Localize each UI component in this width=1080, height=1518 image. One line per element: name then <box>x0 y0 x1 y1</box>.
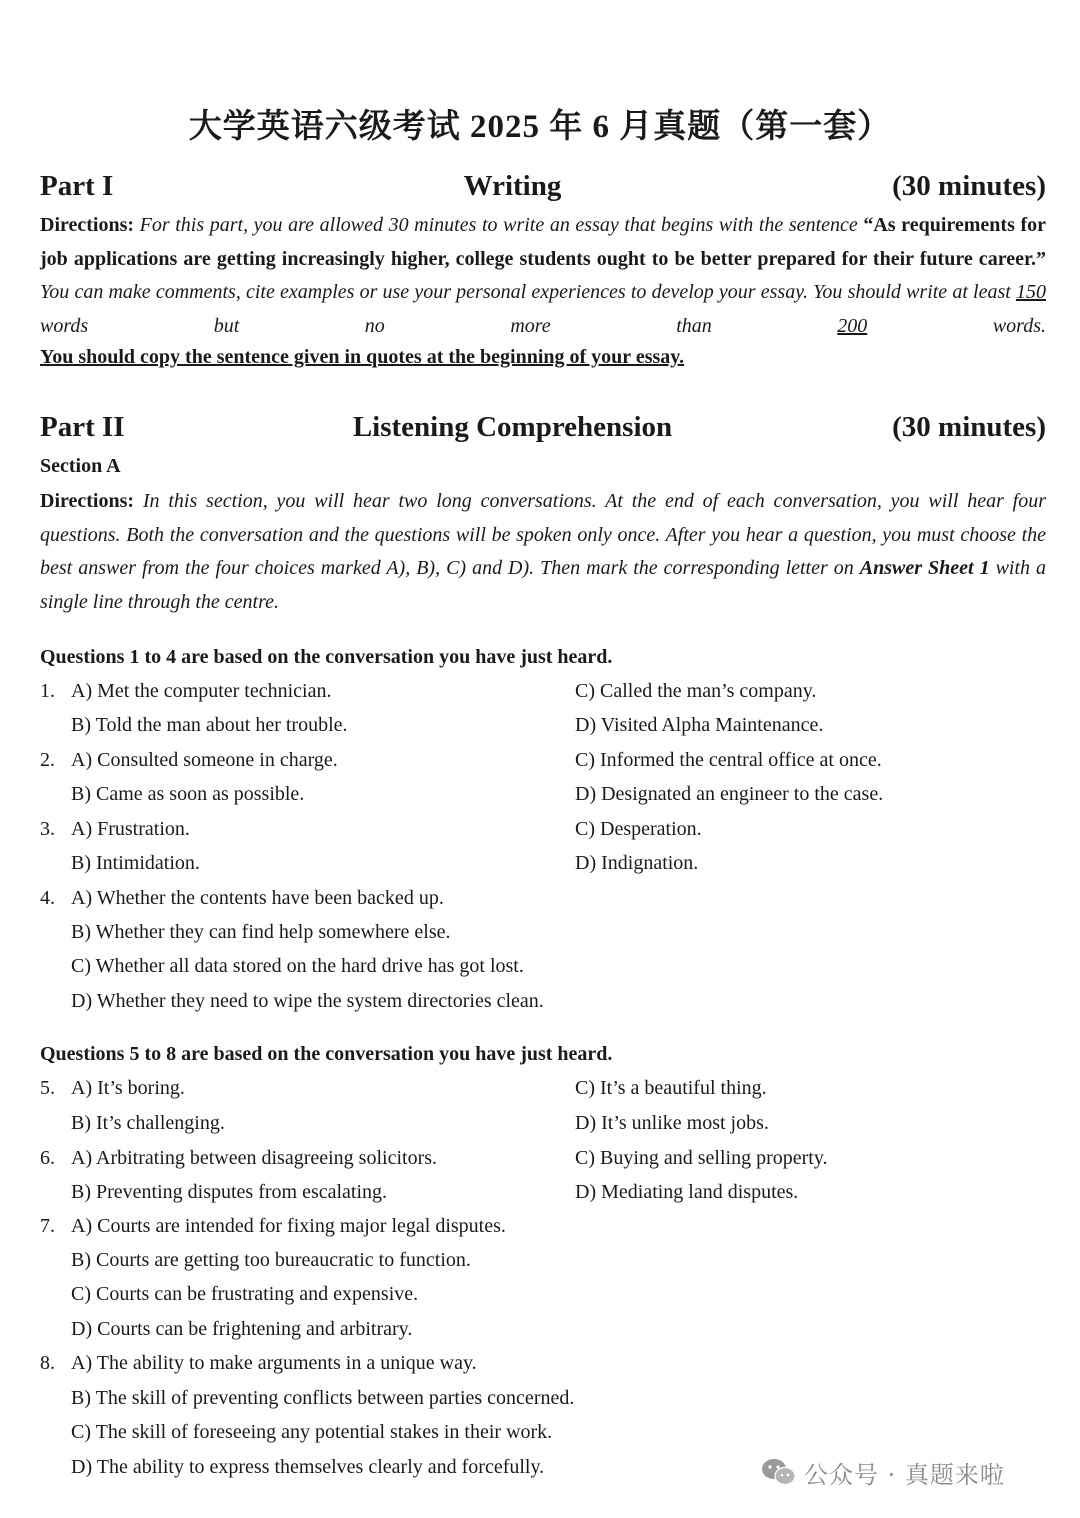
part2-name: Listening Comprehension <box>352 411 673 443</box>
part1-directions <box>40 209 1046 343</box>
part2-directions-label: Directions: <box>40 490 135 512</box>
part1-max-words: 200 <box>837 314 868 337</box>
q2-option-b: B) Came as soon as possible. <box>71 783 305 805</box>
section-a-heading: Section A <box>40 455 121 477</box>
q3-option-d: D) Indignation. <box>575 852 699 874</box>
part1-directions-text1: For this part, you are allowed 30 minutes to write an essay that begins with the sentence <box>139 214 858 236</box>
answer-sheet-ref: Answer Sheet 1 <box>859 557 990 579</box>
group1-heading: Questions 1 to 4 are based on the conversation you have just heard. <box>40 646 613 668</box>
q4-option-b: B) Whether they can find help somewhere else. <box>71 921 451 943</box>
q5-option-a: A) It’s boring. <box>71 1077 185 1099</box>
group2-heading: Questions 5 to 8 are based on the conversation you have just heard. <box>40 1043 613 1065</box>
q5-option-d: D) It’s unlike most jobs. <box>575 1112 769 1134</box>
q3-option-b: B) Intimidation. <box>71 852 200 874</box>
exam-title: 大学英语六级考试 2025 年 6 月真题（第一套） <box>188 109 892 145</box>
q2-option-a: A) Consulted someone in charge. <box>71 749 338 771</box>
q4-number: 4. <box>40 887 55 909</box>
part1-header <box>40 170 1046 210</box>
q1-option-a: A) Met the computer technician. <box>71 680 332 702</box>
q1-option-b: B) Told the man about her trouble. <box>71 714 348 736</box>
q7-option-d: D) Courts can be frightening and arbitrary. <box>71 1318 413 1340</box>
watermark <box>760 1455 1005 1489</box>
q4-option-d: D) Whether they need to wipe the system directories clean. <box>71 990 544 1012</box>
q4-option-c: C) Whether all data stored on the hard drive has got lost. <box>71 955 524 977</box>
q3-option-a: A) Frustration. <box>71 818 190 840</box>
part2-label: Part II <box>40 411 125 443</box>
q6-option-d: D) Mediating land disputes. <box>575 1181 799 1203</box>
q7-option-b: B) Courts are getting too bureaucratic to function. <box>71 1249 471 1271</box>
part1-middle: words but no more than <box>40 314 712 337</box>
q7-option-a: A) Courts are intended for fixing major legal disputes. <box>71 1215 506 1237</box>
part1-name: Writing <box>463 170 562 202</box>
part2-directions-text1: In this section, you will hear two long conversations. At the end of each conversation, you will hear four questions. Both the conversation and the questions will be spoken only once. After you hear a question, you must choose the best answer from the four choices marked A), B), C) and D). Then mark the corresponding letter on <box>40 490 1047 579</box>
q3-option-c: C) Desperation. <box>575 818 702 840</box>
q6-number: 6. <box>40 1147 55 1169</box>
part1-note: You should copy the sentence given in quotes at the beginning of your essay. <box>40 346 685 368</box>
q7-number: 7. <box>40 1215 55 1237</box>
q8-option-c: C) The skill of foreseeing any potential stakes in their work. <box>71 1421 553 1443</box>
part1-quote: “As requirements for job applications are getting increasingly higher, college students ought to be better prepared for their future career.” <box>40 214 1046 270</box>
part1-directions-text2: You can make comments, cite examples or use your personal experiences to develop your essay. You should write at least <box>40 281 1011 303</box>
q8-option-d: D) The ability to express themselves clearly and forcefully. <box>71 1456 545 1478</box>
wechat-icon <box>760 1457 798 1487</box>
q5-number: 5. <box>40 1077 55 1099</box>
q5-option-b: B) It’s challenging. <box>71 1112 225 1134</box>
part1-label: Part I <box>40 170 114 202</box>
q3-number: 3. <box>40 818 55 840</box>
q5-option-c: C) It’s a beautiful thing. <box>575 1077 767 1099</box>
q8-option-b: B) The skill of preventing conflicts between parties concerned. <box>71 1387 575 1409</box>
q6-option-a: A) Arbitrating between disagreeing solicitors. <box>71 1147 438 1169</box>
q2-option-c: C) Informed the central office at once. <box>575 749 882 771</box>
part2-directions-text2: with a single line through the centre. <box>40 557 1047 613</box>
q1-option-c: C) Called the man’s company. <box>575 680 817 702</box>
part1-time: (30 minutes) <box>892 170 1046 202</box>
q7-option-c: C) Courts can be frustrating and expensive. <box>71 1283 419 1305</box>
part2-directions <box>40 485 1046 619</box>
part2-header <box>40 411 1046 451</box>
q8-number: 8. <box>40 1352 55 1374</box>
q6-option-c: C) Buying and selling property. <box>575 1147 828 1169</box>
q1-option-d: D) Visited Alpha Maintenance. <box>575 714 824 736</box>
q2-number: 2. <box>40 749 55 771</box>
q6-option-b: B) Preventing disputes from escalating. <box>71 1181 388 1203</box>
part1-min-words: 150 <box>1016 281 1047 303</box>
q8-option-a: A) The ability to make arguments in a unique way. <box>71 1352 477 1374</box>
q2-option-d: D) Designated an engineer to the case. <box>575 783 884 805</box>
q1-number: 1. <box>40 680 55 702</box>
part1-end: words. <box>992 314 1046 337</box>
part1-directions-label: Directions: <box>40 214 135 236</box>
q4-option-a: A) Whether the contents have been backed up. <box>71 887 444 909</box>
part2-time: (30 minutes) <box>892 411 1046 443</box>
watermark-text: 公众号 · 真题来啦 <box>804 1460 1005 1489</box>
